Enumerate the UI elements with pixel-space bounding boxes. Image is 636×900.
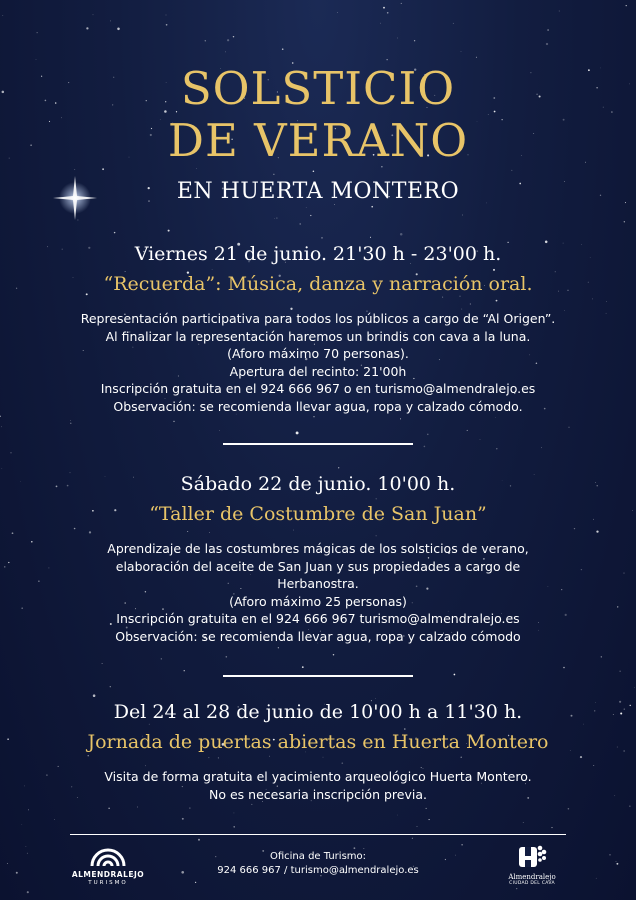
event-line: Observación: se recomienda llevar agua, ropa y calzado cómodo. [113,398,523,414]
event-line: Visita de forma gratuita el yacimiento arqueológico Huerta Montero. [104,769,532,784]
event-line: Inscripción gratuita en el 924 666 967 turismo@almendralejo.es [116,611,520,626]
divider [223,675,413,677]
event-name: “Recuerda”: Música, danza y narración oral. [103,273,533,295]
event-line: Al finalizar la representación haremos un brindis con cava a la luna. [105,328,531,344]
event-name: “Taller de Costumbre de San Juan” [149,503,487,525]
event-date: Del 24 al 28 de junio de 10'00 h a 11'30 h. [113,701,523,723]
event-3 [20,698,616,803]
logo-left-brand: ALMENDRALEJO [71,870,145,879]
event-line: Apertura del recinto: 21'00h [229,363,407,379]
page-title [0,63,636,167]
event-line: Aprendizaje de las costumbres mágicas de los solsticios de verano, [107,541,529,556]
office-contact: 924 666 967 / turismo@almendralejo.es [217,865,419,876]
event-description [20,310,616,415]
event-line: (Aforo máximo 70 personas). [227,346,409,361]
event-line: (Aforo máximo 25 personas) [229,593,407,609]
footer-divider [70,834,566,835]
event-description [20,540,616,645]
title-line-2: DE VERANO [167,114,469,167]
event-line: Inscripción gratuita en el 924 666 967 o en turismo@almendralejo.es [100,381,536,396]
almendralejo-cava-logo [500,843,564,886]
event-line: Observación: se recomienda llevar agua, ropa y calzado cómodo [115,628,521,644]
event-line: Representación participativa para todos los públicos a cargo de “Al Origen”. [80,311,556,326]
logo-left-sub: TURISMO [88,880,128,886]
event-date: Sábado 22 de junio. 10'00 h. [180,473,456,495]
event-line: No es necesaria inscripción previa. [209,786,427,802]
event-description [20,768,616,803]
logo-right-brand: Almendralejo [508,873,556,881]
event-date: Viernes 21 de junio. 21'30 h - 23'00 h. [134,243,502,265]
grape-logo-icon [515,843,549,869]
event-2 [20,470,616,645]
event-line: Herbanostra. [277,576,359,591]
logo-right-sub: CIUDAD DEL CAVA [509,881,555,886]
page-subtitle: EN HUERTA MONTERO [176,179,460,204]
title-line-1: SOLSTICIO [180,62,456,115]
event-1 [20,240,616,415]
event-line: elaboración del aceite de San Juan y sus propiedades a cargo de [115,558,521,574]
event-name: Jornada de puertas abiertas en Huerta Montero [87,731,549,753]
office-label: Oficina de Turismo: [269,851,367,862]
divider [223,443,413,445]
